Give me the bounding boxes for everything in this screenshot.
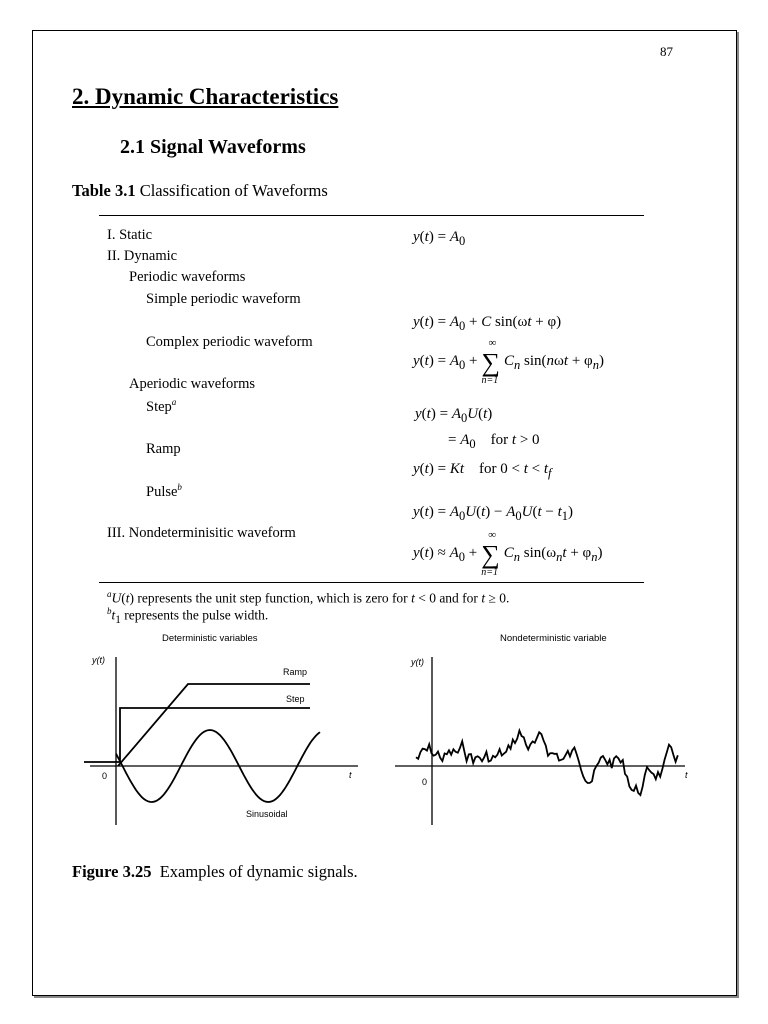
left-x-label: t — [349, 770, 352, 780]
footnote-a: $^a$U(t) represents the unit step function, which is zero for t < 0 and for t ≥ 0. — [107, 589, 510, 606]
subsection-title: 2.1 Signal Waveforms — [120, 136, 306, 158]
formula-ramp: y(t) = Kt for $0 < t < t_f$ — [413, 461, 552, 480]
figure-plots — [80, 645, 710, 835]
formula-simple-periodic: $y(t) = A_0 + C$ sin(ωt + φ) — [413, 314, 562, 333]
formula-pulse: $y(t) = A_0U(t) - A_0U(t - t_1)$ — [413, 504, 574, 523]
table-top-rule — [99, 215, 644, 216]
left-origin-label: 0 — [102, 771, 108, 781]
formula-nondeterministic: $y(t) \approx A_0$ + ∑ ∞ n=1 $C_n$ $\sin(\omega_nt + \varphi_n)$ — [413, 529, 603, 578]
step-label: Step — [286, 694, 305, 704]
right-origin-label: 0 — [422, 777, 428, 787]
step-line — [84, 708, 310, 762]
figure-caption — [72, 862, 358, 882]
footnote-b: $^bt_1$ represents the pulse width. — [107, 606, 269, 627]
row-periodic: Periodic waveforms — [129, 269, 246, 285]
row-ramp: Ramp — [146, 441, 181, 457]
row-dynamic: II. Dynamic — [107, 248, 178, 264]
section-title: 2. Dynamic Characteristics — [72, 84, 339, 109]
row-pulse: Pulse$^b$ — [146, 482, 182, 500]
step-footnote-mark: a — [171, 397, 177, 407]
left-panel-title: Deterministic variables — [162, 633, 258, 644]
right-x-label: t — [685, 770, 688, 780]
left-y-label: y(t) — [92, 655, 105, 665]
row-static: I. Static — [107, 227, 153, 243]
pulse-footnote-mark: b — [177, 482, 182, 492]
right-panel-title: Nondeterministic variable — [500, 633, 607, 644]
figure-caption-label: Figure 3.25 — [72, 862, 152, 881]
table-bottom-rule — [99, 582, 644, 583]
right-y-label: y(t) — [411, 657, 424, 667]
table-caption-text: Classification of Waveforms — [139, 181, 328, 200]
page-number: 87 — [660, 44, 673, 59]
formula-complex-periodic: $y(t) = A_0$ + ∑ ∞ n=1 $C_n$ $\sin(n\omega t + \varphi_n)$ — [413, 337, 604, 386]
sinusoidal-label: Sinusoidal — [246, 809, 288, 819]
table-caption — [72, 181, 328, 201]
row-nondeterministic: III. Nondeterminisitic waveform — [107, 525, 296, 541]
row-step: Step$^a$ — [146, 397, 177, 415]
row-simple-periodic: Simple periodic waveform — [146, 291, 301, 307]
formula-step-1: $y(t) = A_0U(t)$ — [415, 406, 493, 425]
ramp-label: Ramp — [283, 667, 308, 677]
row-complex-periodic: Complex periodic waveform — [146, 334, 313, 350]
formula-step-2: = $A_0$ for t > 0 — [448, 432, 540, 451]
figure-caption-text: Examples of dynamic signals. — [159, 862, 358, 881]
formula-static: $y(t) = A_0$ — [413, 229, 466, 248]
table-caption-label: Table 3.1 — [72, 181, 136, 200]
page-frame — [32, 30, 737, 996]
row-aperiodic: Aperiodic waveforms — [129, 376, 256, 392]
ramp-line — [118, 684, 310, 766]
random-signal-line — [416, 731, 678, 795]
